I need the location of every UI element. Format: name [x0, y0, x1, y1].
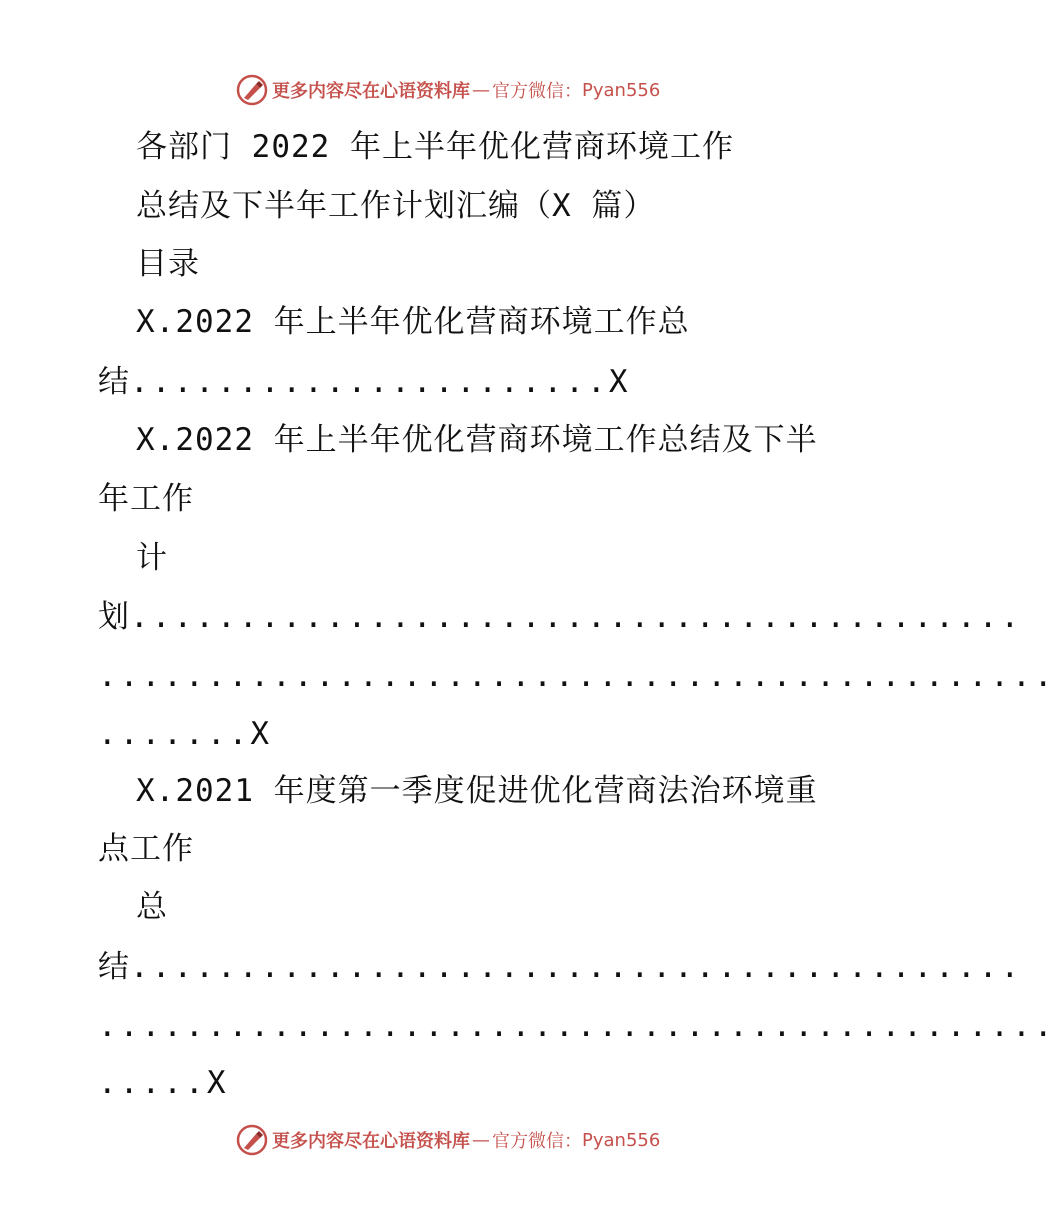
watermark-text: 更多内容尽在心语资料库	[272, 1131, 470, 1152]
pen-logo-icon	[236, 1124, 268, 1156]
toc-entry-2-title-cont-2: 计	[136, 540, 168, 576]
pen-logo-icon	[236, 74, 268, 106]
toc-entry-3-dots-3: .....	[98, 1065, 207, 1101]
toc-entry-1-leader	[98, 362, 628, 402]
toc-entry-3-dots-cont	[98, 1006, 1056, 1046]
toc-entry-2-dots-2: ............................................	[98, 658, 1056, 694]
watermark-dash: —	[472, 79, 490, 101]
toc-entry-3-page: X	[206, 1065, 227, 1101]
toc-entry-3-dots: .........................................	[130, 949, 1023, 985]
toc-entry-2-title: X.2022 年上半年优化营商环境工作总结及下半	[136, 422, 818, 458]
toc-entry-3-title-cont-2: 总	[136, 889, 168, 925]
watermark-wechat-label: 官方微信：	[492, 1131, 582, 1152]
header-watermark	[236, 72, 660, 108]
watermark-wechat-id: Pyan556	[582, 79, 661, 101]
toc-entry-1-text: 结	[98, 364, 130, 400]
toc-entry-3-text: 结	[98, 949, 130, 985]
toc-entry-2-page: X	[250, 716, 271, 752]
toc-entry-1-dots: ......................	[130, 364, 609, 400]
toc-entry-1-page: X	[608, 364, 629, 400]
toc-entry-2-dots-3: .......	[98, 716, 251, 752]
toc-entry-1-title: X.2022 年上半年优化营商环境工作总	[136, 304, 690, 340]
document-title-line-2: 总结及下半年工作计划汇编（X 篇）	[136, 188, 656, 224]
toc-entry-3-leader	[98, 947, 1022, 987]
toc-entry-2-text: 划	[98, 599, 130, 635]
toc-entry-2-dots-cont	[98, 656, 1056, 696]
toc-entry-3-title: X.2021 年度第一季度促进优化营商法治环境重	[136, 773, 818, 809]
watermark-dash: —	[472, 1129, 490, 1151]
watermark-text: 更多内容尽在心语资料库	[272, 81, 470, 102]
toc-entry-2-page-line	[98, 714, 270, 754]
watermark-wechat-id: Pyan556	[582, 1129, 661, 1151]
toc-entry-2-dots: .........................................	[130, 599, 1023, 635]
toc-entry-2-leader	[98, 597, 1022, 637]
footer-watermark	[236, 1122, 660, 1158]
toc-entry-3-title-cont: 点工作	[98, 831, 194, 867]
document-title-line-1: 各部门 2022 年上半年优化营商环境工作	[136, 129, 734, 165]
toc-heading: 目录	[136, 246, 200, 282]
toc-entry-2-title-cont: 年工作	[98, 481, 194, 517]
toc-entry-3-dots-2: ............................................	[98, 1008, 1056, 1044]
watermark-wechat-label: 官方微信：	[492, 81, 582, 102]
toc-entry-3-page-line	[98, 1063, 227, 1103]
